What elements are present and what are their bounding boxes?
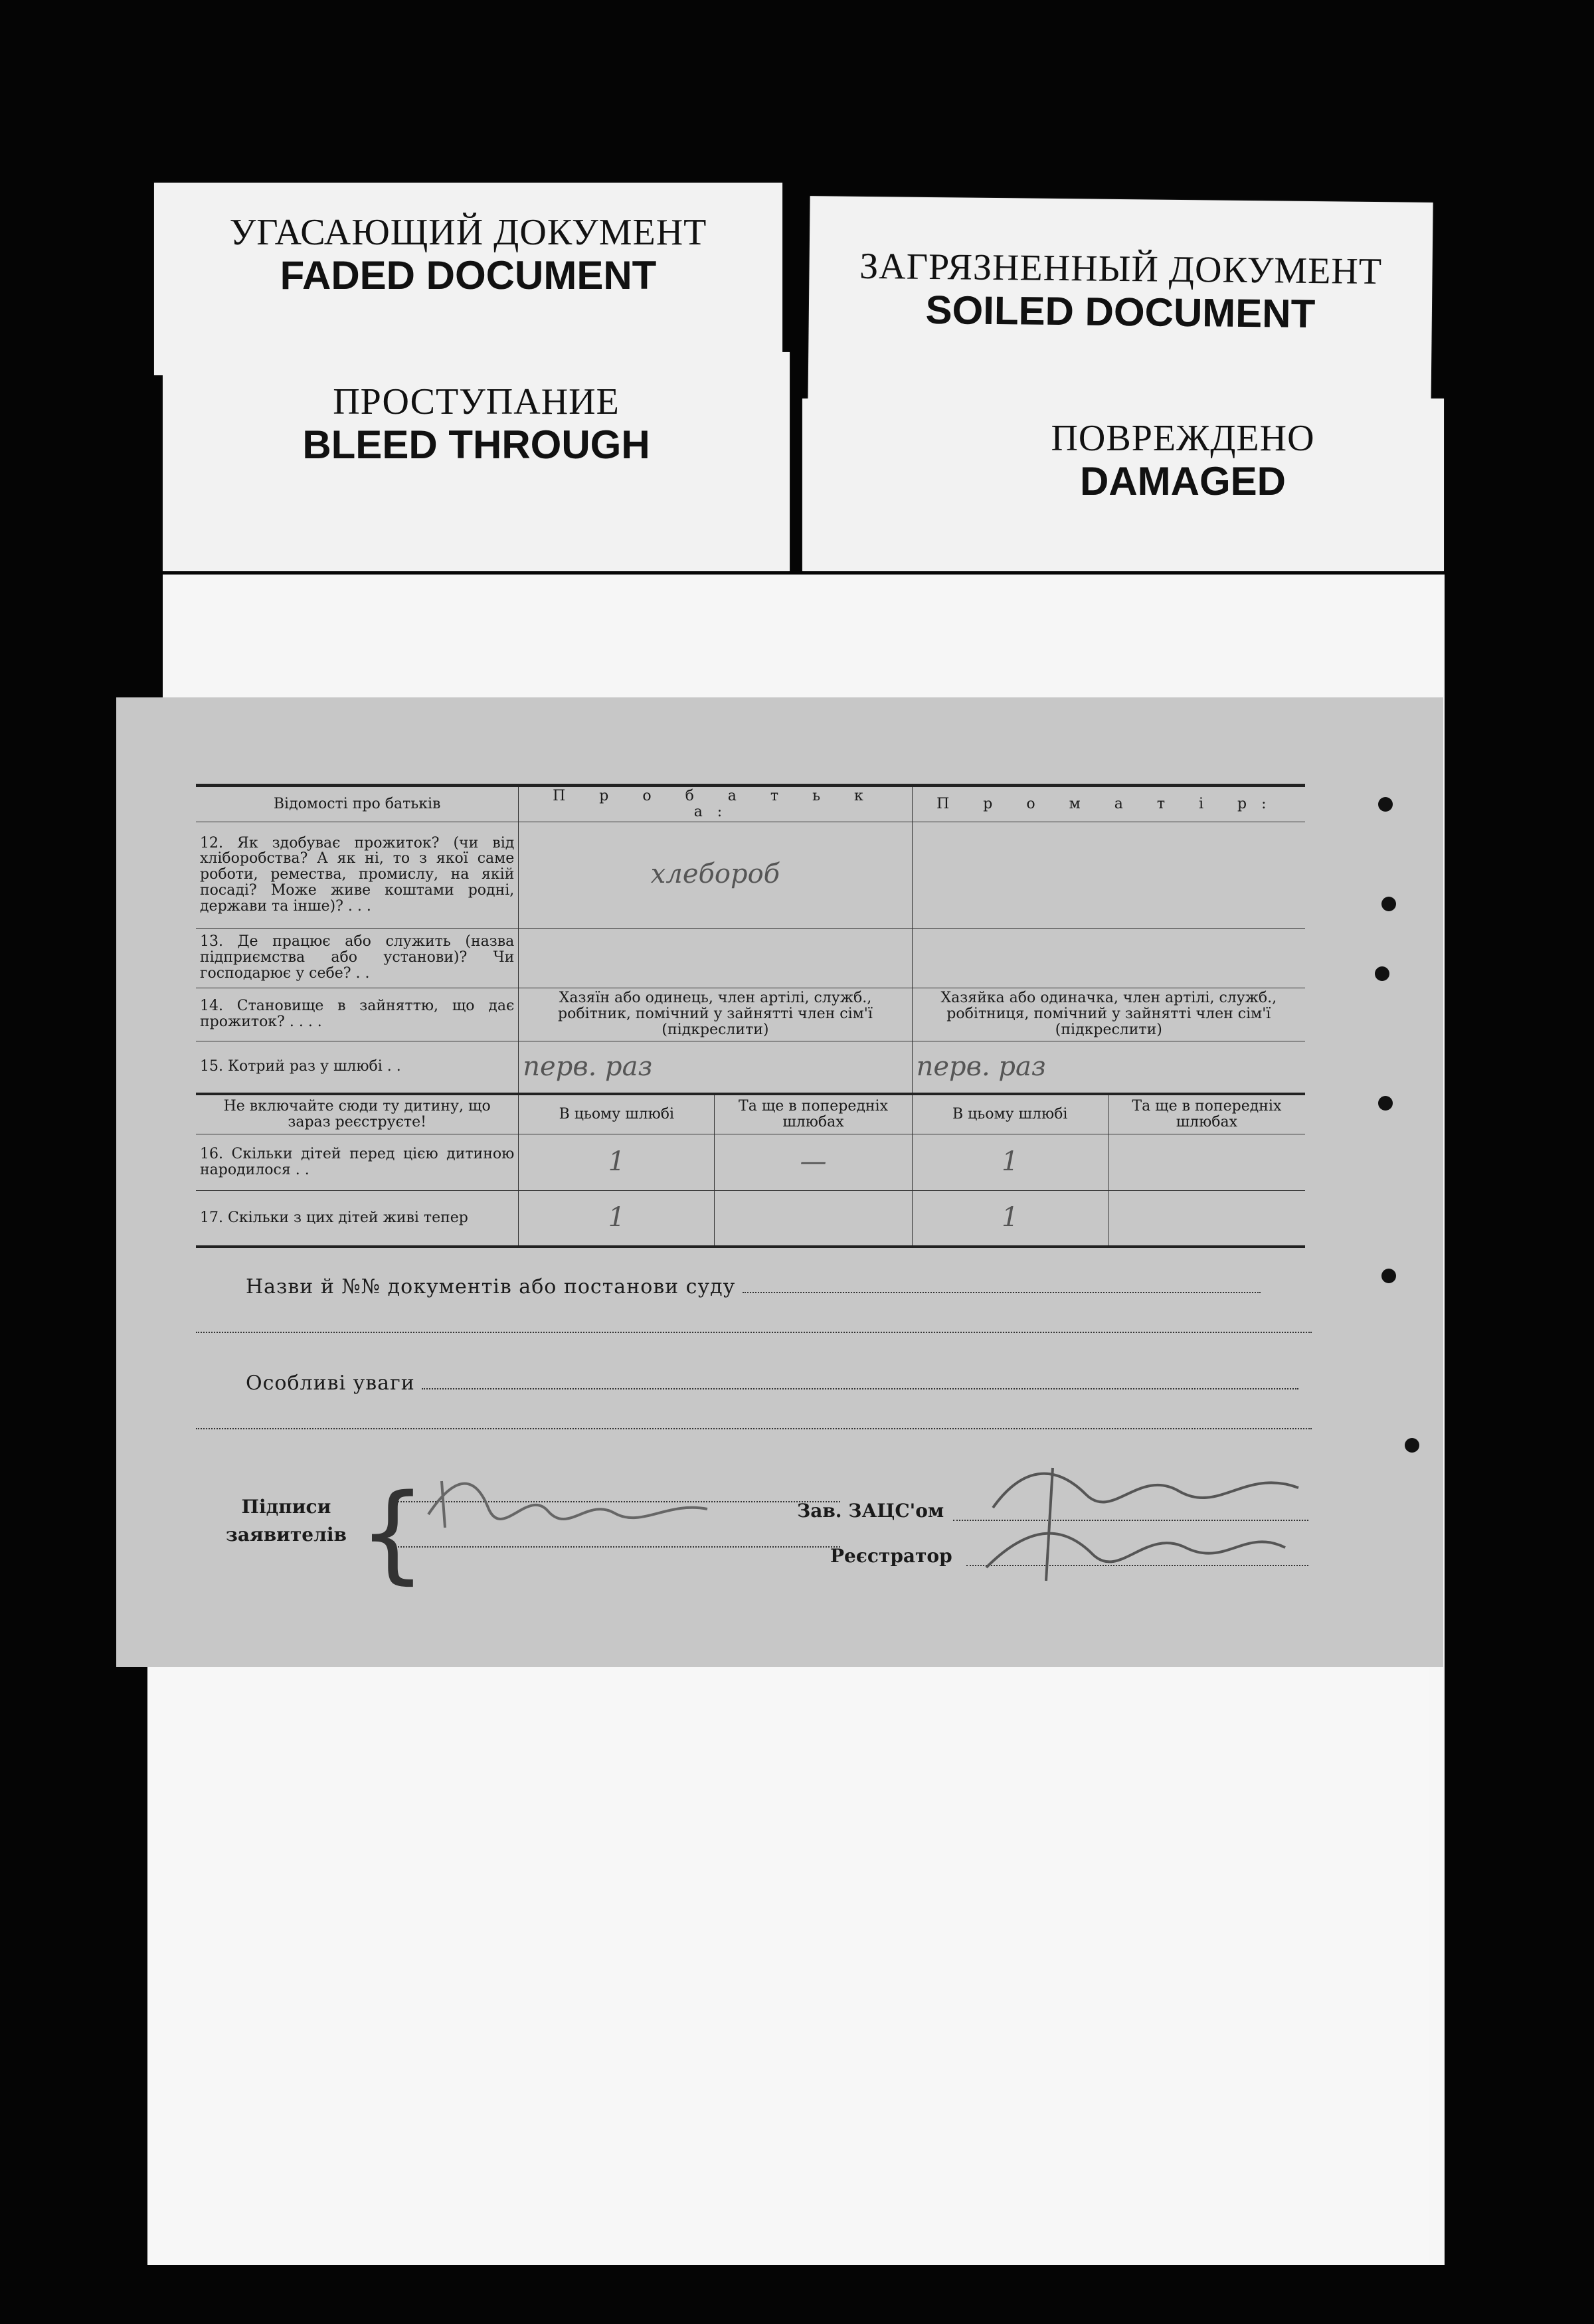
hole-mark — [1378, 797, 1393, 812]
hole-mark — [1375, 966, 1389, 981]
damaged-card — [802, 399, 1444, 571]
documents-dotted-line — [743, 1292, 1261, 1293]
bleed-card-english: BLEED THROUGH — [302, 422, 650, 467]
faded-card-english: FADED DOCUMENT — [280, 252, 657, 298]
row-15-father: перв. раз — [519, 1041, 912, 1094]
row-16-mother-prev — [1108, 1134, 1305, 1190]
remarks-dotted-line — [422, 1388, 1298, 1389]
table-header-row — [196, 786, 1305, 822]
header-father: П р о б а т ь к а: — [519, 786, 912, 822]
table-row — [196, 988, 1305, 1041]
head-label: Зав. ЗАЦС'ом — [797, 1500, 944, 1522]
mother-previous-header: Та ще в попередніх шлюбах — [1108, 1094, 1305, 1134]
table-row — [196, 1041, 1305, 1094]
table-row — [196, 1134, 1305, 1190]
documents-line — [196, 1275, 1362, 1298]
hole-mark — [1405, 1438, 1419, 1453]
father-previous-header: Та ще в попередніх шлюбах — [715, 1094, 912, 1134]
bleed-through-card — [163, 352, 790, 571]
registration-form-page — [116, 697, 1443, 1667]
signatures-label — [226, 1493, 347, 1549]
row-13-father — [519, 928, 912, 988]
row-17-label: 17. Скільки з цих дітей живі тепер — [196, 1190, 519, 1247]
row-16-mother-this: 1 — [912, 1134, 1108, 1190]
soiled-card-russian: ЗАГРЯЗНЕННЫЙ ДОКУМЕНТ — [859, 245, 1383, 293]
applicant-signature — [415, 1461, 734, 1541]
table-row — [196, 928, 1305, 988]
hole-mark — [1378, 1096, 1393, 1111]
father-this-marriage-header: В цьому шлюбі — [519, 1094, 715, 1134]
remarks-label: Особливі уваги — [246, 1372, 415, 1395]
row-17-mother-this: 1 — [912, 1190, 1108, 1247]
row-16-father-this: 1 — [519, 1134, 715, 1190]
head-and-registrar-signatures — [966, 1455, 1338, 1587]
hole-mark — [1381, 1269, 1396, 1283]
row-13-label: 13. Де працює або служить (назва підприємства або установи)? Чи господарює у себе? . . — [196, 928, 519, 988]
signatures-label-line-1: Підписи — [241, 1496, 331, 1518]
bottom-backing-sheet — [147, 1647, 1429, 2265]
soiled-document-card — [808, 196, 1433, 415]
row-12-mother — [912, 822, 1305, 928]
faded-card-russian: УГАСАЮЩИЙ ДОКУМЕНТ — [229, 212, 707, 253]
row-14-father: Хазяїн або одинець, член артілі, служб., робітник, помічний у зайнятті член сім'ї (підкреслити) — [519, 988, 912, 1041]
row-14-mother: Хазяйка або одиначка, член артілі, служб., робітниця, помічний у зайнятті член сім'ї (підкреслити) — [912, 988, 1305, 1041]
signatures-label-line-2: заявителів — [226, 1524, 347, 1546]
row-17-mother-prev — [1108, 1190, 1305, 1247]
row-12-label: 12. Як здобуває прожиток? (чи від хліборобства? А як ні, то з якої саме роботи, ремества, промислу, на якій посаді? Може живе коштами родні, держави та інше)? . . . — [196, 822, 519, 928]
hole-mark — [1381, 897, 1396, 911]
damaged-card-english: DAMAGED — [1080, 458, 1286, 503]
faded-document-card — [154, 183, 782, 375]
remarks-line — [196, 1372, 1362, 1395]
row-16-father-prev: — — [715, 1134, 912, 1190]
remarks-dotted-line-2 — [196, 1428, 1312, 1429]
registrar-label: Реєстратор — [830, 1545, 952, 1567]
table-row — [196, 1190, 1305, 1247]
row-15-label: 15. Котрий раз у шлюбі . . — [196, 1041, 519, 1094]
brace-icon: { — [359, 1471, 426, 1595]
documents-label: Назви й №№ документів або постанови суду — [246, 1275, 736, 1298]
children-note: Не включайте сюди ту дитину, що зараз реєструєте! — [196, 1094, 519, 1134]
documents-dotted-line-2 — [196, 1332, 1312, 1333]
row-14-label: 14. Становище в зайняттю, що дає прожиток? . . . . — [196, 988, 519, 1041]
row-17-father-prev — [715, 1190, 912, 1247]
parents-info-table — [196, 784, 1305, 1248]
soiled-card-english: SOILED DOCUMENT — [925, 287, 1316, 336]
header-parents-info: Відомості про батьків — [196, 786, 519, 822]
row-17-father-this: 1 — [519, 1190, 715, 1247]
mother-this-marriage-header: В цьому шлюбі — [912, 1094, 1108, 1134]
table-row — [196, 822, 1305, 928]
children-header-row — [196, 1094, 1305, 1134]
row-13-mother — [912, 928, 1305, 988]
row-15-mother: перв. раз — [912, 1041, 1305, 1094]
row-12-father: хлебороб — [519, 822, 912, 928]
bleed-card-russian: ПРОСТУПАНИЕ — [333, 381, 620, 422]
damaged-card-russian: ПОВРЕЖДЕНО — [1051, 418, 1315, 459]
applicant-signature-line-2 — [395, 1546, 840, 1548]
row-16-label: 16. Скільки дітей перед цією дитиною народилося . . — [196, 1134, 519, 1190]
header-mother: П р о м а т і р: — [912, 786, 1305, 822]
